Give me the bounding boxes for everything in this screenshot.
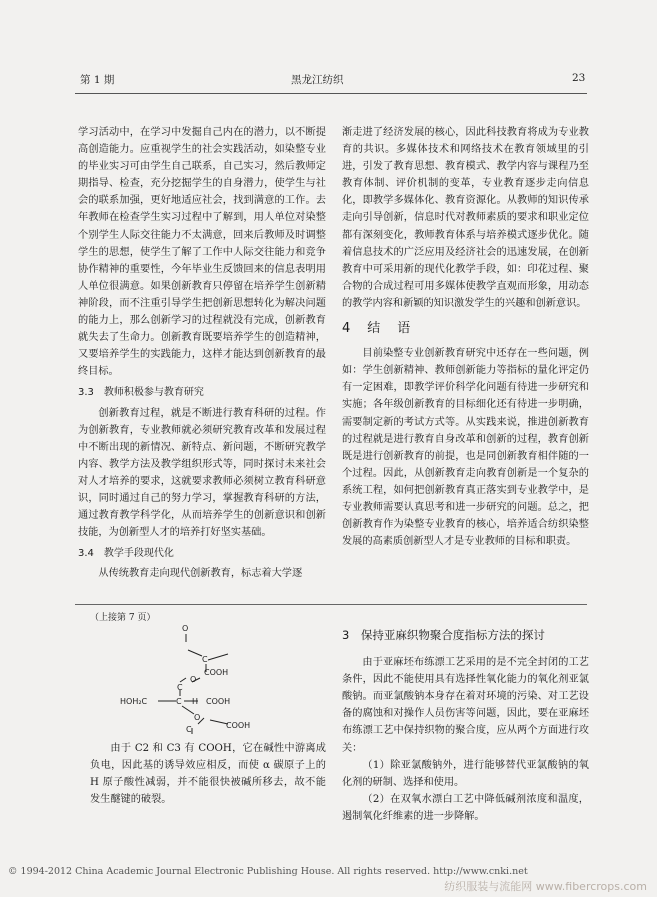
lower-right-column: [342, 627, 589, 825]
chemical-structure: [120, 620, 290, 738]
formula-caption: 由于 C2 和 C3 有 COOH，它在碱性中游离成负电，因此基的诱导效应相反，而使 α 碳原子上的 H 原子酸性减弱，并不能很快被碱所移去，故不能发生醚键的破裂。: [90, 743, 326, 806]
formula-c-left: C: [177, 683, 183, 692]
list-item-2: （2）在双氧水漂白工艺中降低碱剂浓度和温度，遏制氧化纤维素的进一步降解。: [342, 793, 589, 822]
left-paragraph-2: 创新教育过程，就是不断进行教育科研的过程。作为创新教育，专业教师就必须研究教育改革和发展过程中不断出现的新情况、新特点、新问题，不断研究教学内容、教学方法及教学组织形式等，同时探讨未来社会对人才培养的要求，这就要求教师必须树立教育科研意识，同时通过自己的努力学习，掌握教育科研的方法，通过教育教学科学化，从而培养学生的创新意识和创新技能，为创新型人才的培养打好坚实基础。: [78, 407, 326, 539]
site-watermark: 纺织服装与流能网 www.fibercrops.com: [444, 880, 647, 893]
formula-cooh-lower: COOH: [226, 721, 251, 730]
issue-label: 第 1 期: [80, 74, 115, 86]
formula-c-center: C: [176, 697, 182, 706]
section-3-3-heading: 3.3 教师积极参与教育研究: [78, 387, 204, 399]
left-paragraph-3: 从传统教育走向现代创新教育，标志着大学逐: [98, 568, 303, 580]
page-number: 23: [572, 72, 586, 84]
section-3-heading: 3 保持亚麻织物聚合度指标方法的探讨: [342, 628, 545, 642]
continuation-note: （上接第 7 页）: [90, 613, 156, 623]
formula-cooh-upper: COOH: [204, 668, 229, 677]
left-paragraph-1: 学习活动中，在学习中发掘自己内在的潜力，以不断提高创造能力。应重视学生的社会实践活动，如染整专业的毕业实习可由学生自己联系，自己实习，然后教师定期指导、检查，充分挖掘学生的自身潜力，使学生与社会的联系加强，更好地适应社会，找到满意的工作。去年教师在检查学生实习过程中了解到，用人单位对染整个别学生人际交往能力不太满意，回来后教师及时调整学生的思想，使学生了解了工作中人际交往能力和竞争协作精神的重要性，今年毕业生反馈回来的信息表明用人单位很满意。如果创新教育只停留在培养学生创新精神阶段，而不注重引导学生把创新思想转化为解决问题的能力上，那么创新学习的过程就没有完成，创新教育就失去了生命力。创新教育既要培养学生的创造精神，又要培养学生的实践能力，这样才能达到创新教育的最终目标。: [78, 127, 326, 378]
formula-cooh-center: COOH: [206, 697, 231, 706]
formula-hoh2c: HOH₂C: [120, 697, 148, 706]
formula-c-upper-right: C: [202, 655, 208, 664]
header-rule: [75, 93, 587, 94]
formula-caption-block: [90, 740, 326, 808]
list-item-1: （1）除亚氯酸钠外，进行能够替代亚氯酸钠的氧化剂的研制、选择和使用。: [342, 759, 589, 788]
article-divider: [75, 604, 587, 605]
right-column: [342, 124, 589, 550]
right-paragraph-1: 渐走进了经济发展的核心，因此科技教育将成为专业教育的共识。多媒体技术和网络技术在教育领域里的引进，引发了教育思想、教育模式、教学内容与课程乃至教育体制、评价机制的变革，专业教育逐步走向信息化，即教学多媒体化、教育资源化。从教师的知识传承走向引导创新，信息时代对教师素质的要求和职业定位都有深刻变化，教师教育体系与培养模式逐步优化。随着信息技术的广泛应用及经济社会的迅速发展，在创新教育中可采用新的现代化教学手段，如：印花过程、聚合物的合成过程可用多媒体使教学直观而形象，用动态的教学内容和新颖的知识激发学生的兴趣和创新意识。: [342, 127, 589, 309]
formula-o-top: O: [182, 624, 189, 633]
formula-o-mid: O: [190, 675, 197, 684]
journal-name: 黑龙江纺织: [291, 74, 344, 86]
lower-right-paragraph: 由于亚麻坯布练漂工艺采用的是不完全封闭的工艺条件，因此不能使用具有选择性氧化能力的氧化剂亚氯酸钠。而亚氯酸钠本身存在着对环境的污染、对工艺设备的腐蚀和对操作人员伤害等问题，因此，要在亚麻坯布练漂工艺中保持织物的聚合度，应从两个方面进行攻关：: [342, 657, 589, 754]
formula-h-center: H: [192, 697, 199, 706]
left-column: [78, 124, 326, 582]
right-paragraph-2: 目前染整专业创新教育研究中还存在一些问题，例如：学生创新精神、教师创新能力等指标的量化评定仍有一定困难，即教学评价科学化问题有待进一步研究和实施；各年级创新教育的目标细化还有待进一步明确，需要制定新的考试方式等。从实践来说，推进创新教育的过程就是进行教育自身改革和创新的过程，教育创新既是进行创新教育的前提，也是同创新教育相伴随的一个过程。因此，从创新教育走向教育创新是一个复杂的系统工程，如何把创新教育真正落实到专业教学中，是专业教师需要认真思考和进一步研究的问题。总之，把创新教育作为染整专业教育的核心，培养适合纺织染整发展的高素质创新型人才是专业教师的目标和职责。: [342, 348, 589, 548]
section-3-4-heading: 3.4 教学手段现代化: [78, 548, 174, 560]
copyright-footer: © 1994-2012 China Academic Journal Electronic Publishing House. All rights reserved. http://www.cnki.net: [8, 866, 528, 877]
formula-o-lower-right: O: [194, 713, 201, 722]
section-4-heading: 4 结 语: [342, 321, 413, 337]
formula-c-lower: C: [186, 725, 192, 734]
